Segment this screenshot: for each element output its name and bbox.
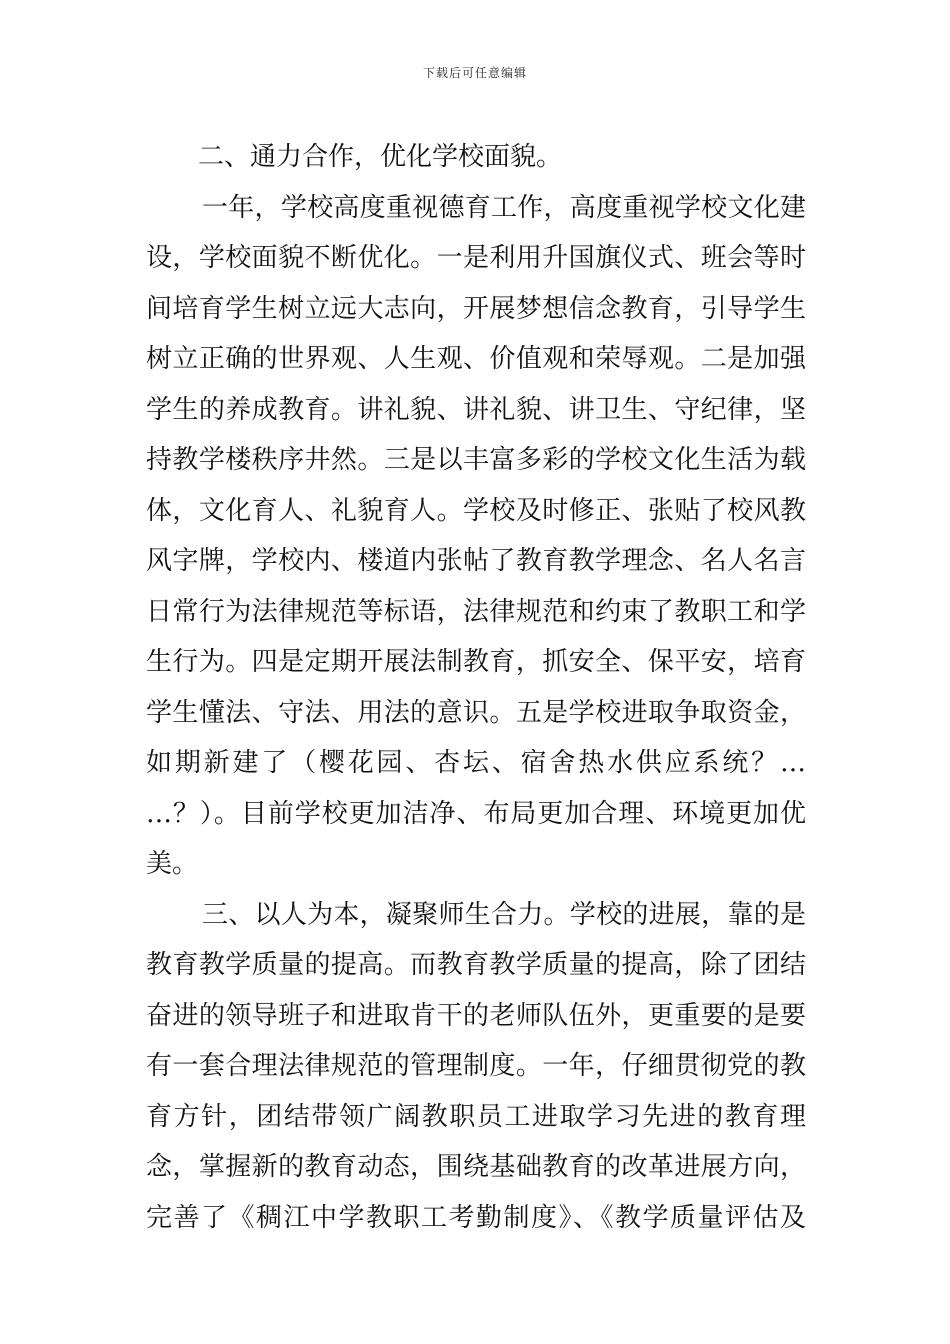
paragraph-line: 一年，学校高度重视德育工作，高度重视学校文化建 — [202, 192, 806, 223]
document-body — [146, 132, 806, 1243]
paragraph-line: 学生懂法、守法、用法的意识。五是学校进取争取资金， — [146, 697, 806, 728]
paragraph-line: 教育教学质量的提高。而教育教学质量的提高，除了团结 — [146, 950, 806, 980]
paragraph-line: 育方针，团结带领广阔教职员工进取学习先进的教育理 — [146, 1101, 806, 1132]
paragraph-line: 体，文化育人、礼貌育人。学校及时修正、张贴了校风教 — [146, 495, 806, 526]
paragraph-line: 美。 — [146, 849, 199, 879]
paragraph-line: 日常行为法律规范等标语，法律规范和约束了教职工和学 — [146, 596, 806, 627]
paragraph-line: 奋进的领导班子和进取肯干的老师队伍外，更重要的是要 — [146, 1000, 806, 1031]
paragraph-line: 持教学楼秩序井然。三是以丰富多彩的学校文化生活为载 — [146, 445, 806, 475]
paragraph-line: 设，学校面貌不断优化。一是利用升国旗仪式、班会等时 — [146, 243, 806, 273]
paragraph-line: 风字牌，学校内、楼道内张帖了教育教学理念、名人名言 — [146, 546, 806, 576]
paragraph-line: 念，掌握新的教育动态，围绕基础教育的改革进展方向， — [146, 1152, 806, 1182]
paragraph-line: …？）。目前学校更加洁净、布局更加合理、环境更加优 — [146, 798, 806, 829]
paragraph-line: 间培育学生树立远大志向，开展梦想信念教育，引导学生 — [146, 293, 806, 324]
page-header: 下载后可任意编辑 — [422, 66, 527, 80]
paragraph-line: 完善了《稠江中学教职工考勤制度》、《教学质量评估及 — [146, 1202, 806, 1233]
section-heading-2: 二、通力合作，优化学校面貌。 — [198, 142, 563, 172]
paragraph-line: 树立正确的世界观、人生观、价值观和荣辱观。二是加强 — [146, 344, 806, 374]
paragraph-line: 如期新建了（樱花园、杏坛、宿舍热水供应系统？… — [146, 748, 806, 778]
paragraph-line: 生行为。四是定期开展法制教育，抓安全、保平安，培育 — [146, 647, 806, 677]
paragraph-line: 学生的养成教育。讲礼貌、讲礼貌、讲卫生、守纪律，坚 — [146, 394, 806, 425]
paragraph-line: 有一套合理法律规范的管理制度。一年，仔细贯彻党的教 — [146, 1051, 806, 1081]
section-heading-3-line: 三、以人为本，凝聚师生合力。学校的进展，靠的是 — [202, 899, 806, 930]
